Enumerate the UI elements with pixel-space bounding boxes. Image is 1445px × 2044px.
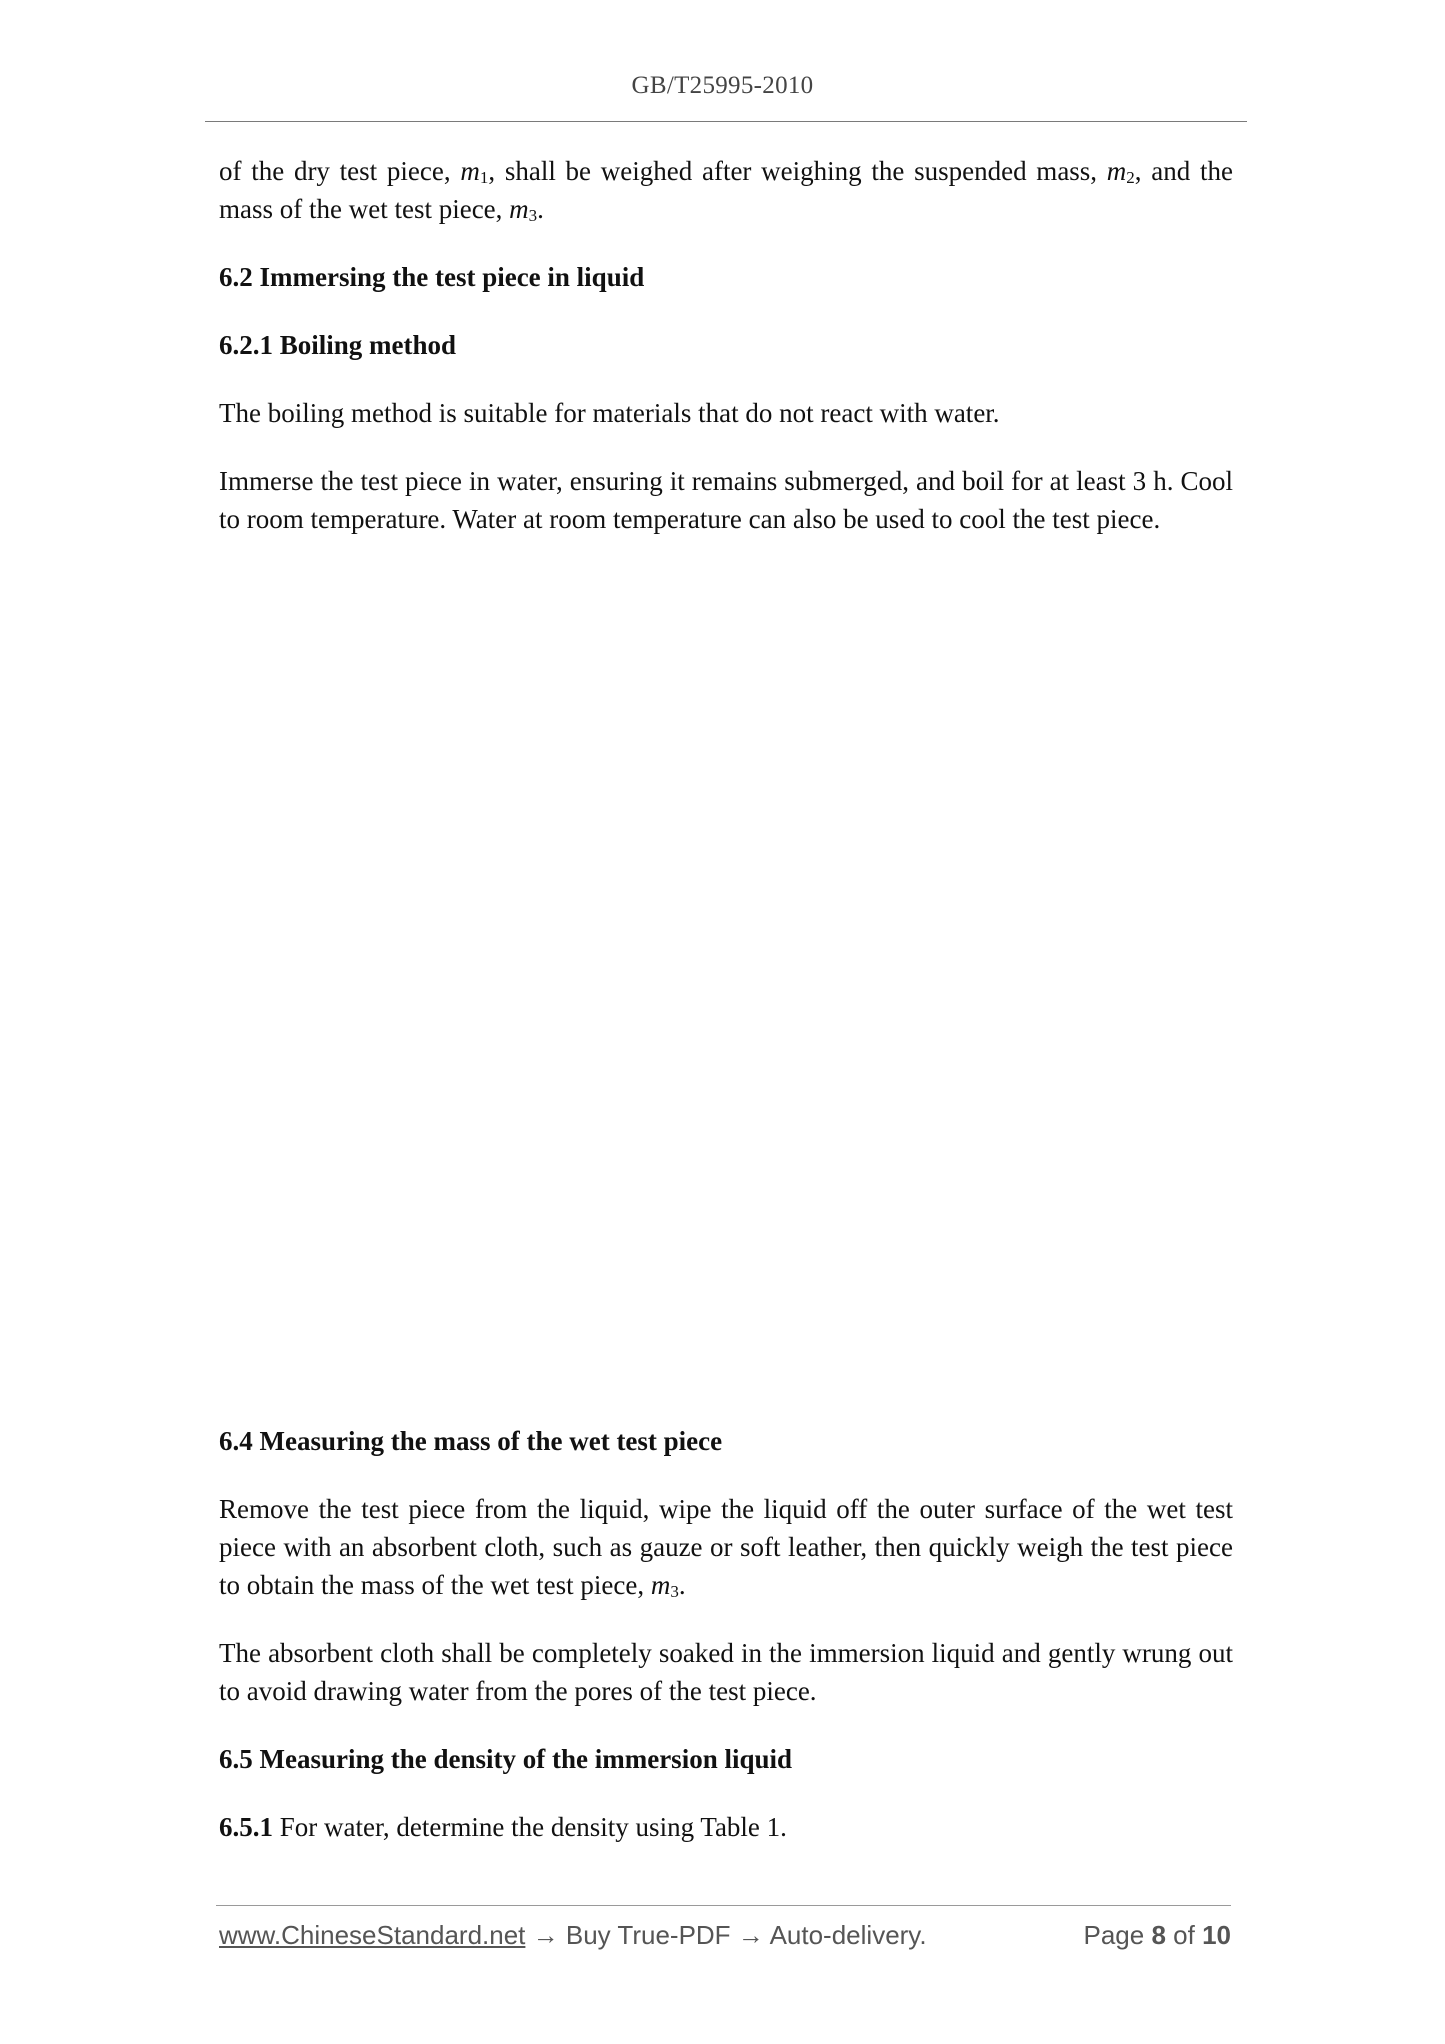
- wet-mass-paragraph-2: The absorbent cloth shall be completely soaked in the immersion liquid and gently wrung out to avoid drawing water from the pores of the test piece.: [219, 1638, 1233, 1706]
- footer-promo: [219, 1920, 927, 1951]
- page-total: 10: [1202, 1920, 1231, 1950]
- page-content-lower: [219, 1422, 1233, 1846]
- section-6-2-1-heading: 6.2.1 Boiling method: [219, 330, 457, 360]
- section-6-4-heading: 6.4 Measuring the mass of the wet test piece: [219, 1426, 723, 1456]
- footer-divider: [216, 1905, 1231, 1906]
- page-footer: [219, 1920, 1231, 1960]
- item-6-5-1: [219, 1808, 1233, 1846]
- item-6-5-1-text: For water, determine the density using Table 1.: [273, 1812, 787, 1842]
- header-divider: [205, 121, 1247, 122]
- page-current: 8: [1151, 1920, 1166, 1950]
- item-6-5-1-number: 6.5.1: [219, 1812, 273, 1842]
- boiling-method-paragraph-2: Immerse the test piece in water, ensuring it remains submerged, and boil for at least 3 h. Cool to room temperature. Water at room temperature can also be used to cool the test piece.: [219, 466, 1233, 534]
- section-6-2-heading: 6.2 Immersing the test piece in liquid: [219, 262, 645, 292]
- page-number: Page 8 of 10: [1083, 1920, 1231, 1950]
- boiling-method-paragraph-1: The boiling method is suitable for materials that do not react with water.: [219, 398, 1000, 428]
- footer-site-link[interactable]: www.ChineseStandard.net: [219, 1920, 526, 1950]
- wet-mass-paragraph-1: Remove the test piece from the liquid, wipe the liquid off the outer surface of the wet test piece with an absorbent cloth, such as gauze or soft leather, then quickly weigh the test piece to obtain the mass of the wet test piece, $m_3$.: [219, 1494, 1233, 1601]
- footer-promo-text: → Buy True-PDF → Auto-delivery.: [525, 1920, 927, 1950]
- page-content-upper: [219, 152, 1233, 538]
- section-6-5-heading: 6.5 Measuring the density of the immersion liquid: [219, 1744, 793, 1774]
- continued-paragraph: of the dry test piece, $m_1$, shall be weighed after weighing the suspended mass, $m_2$, and the mass of the wet test piece, $m_3$.: [219, 156, 1233, 225]
- header-standard-code: GB/T25995-2010: [631, 72, 814, 99]
